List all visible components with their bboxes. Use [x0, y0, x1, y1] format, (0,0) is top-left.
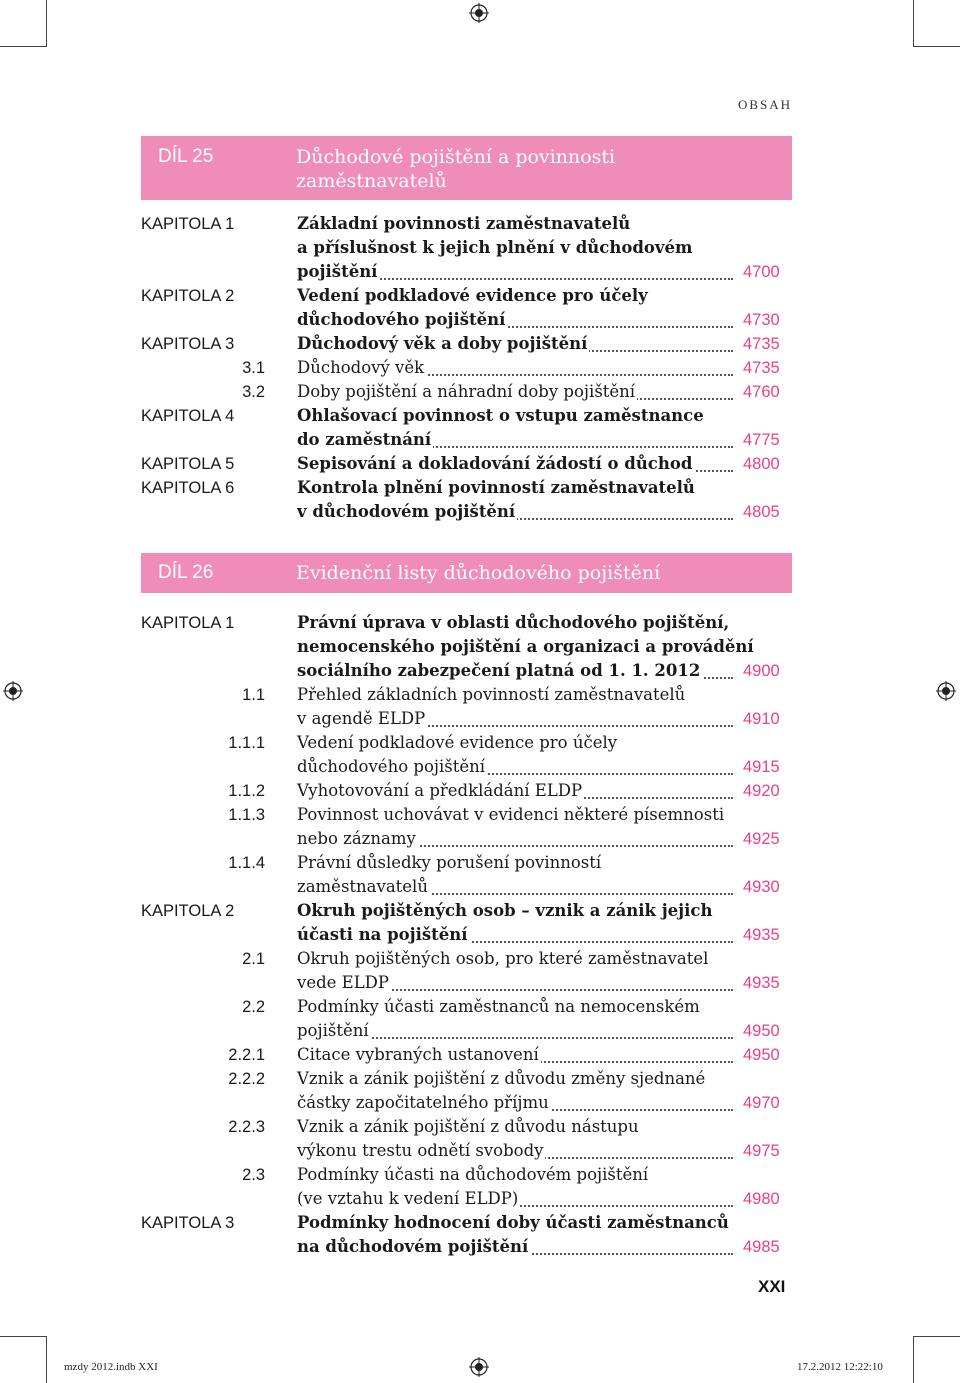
section-number: 2.2.1: [228, 1046, 265, 1064]
part-header-band: [141, 553, 792, 593]
page-number: 4730: [743, 311, 780, 329]
section-number: 2.1: [242, 950, 265, 968]
toc-entry-leader-line: [297, 827, 733, 851]
toc-entry-leader-line: [297, 1139, 733, 1163]
toc-entry-title-line: výkonu trestu odnětí svobody: [297, 1141, 544, 1160]
toc-entry-title-line: důchodového pojištění: [297, 310, 506, 329]
crop-mark: [0, 1336, 47, 1337]
toc-entry-title-line: Vyhotovování a předkládání ELDP: [297, 781, 583, 800]
crop-mark: [913, 1336, 960, 1337]
toc-entry-title-line: účasti na pojištění: [297, 925, 468, 944]
page-number: 4950: [743, 1022, 780, 1040]
toc-entry-leader-line: [297, 1043, 733, 1067]
page-number: 4930: [743, 878, 780, 896]
toc-entry-leader-line: [297, 452, 733, 476]
toc-entry-title-line: důchodového pojištění: [297, 757, 486, 776]
part-title-line: zaměstnavatelů: [296, 170, 447, 192]
toc-entry-title-line: nebo záznamy: [297, 829, 416, 848]
toc-entry-title-line: Povinnost uchovávat v evidenci některé písemnosti: [297, 805, 725, 824]
toc-entry-title-line: Základní povinnosti zaměstnavatelů: [297, 214, 631, 233]
registration-mark-icon: [3, 681, 23, 701]
chapter-label: KAPITOLA 1: [141, 215, 235, 233]
page-number: 4805: [743, 503, 780, 521]
page-number: 4970: [743, 1094, 780, 1112]
page-number: 4985: [743, 1238, 780, 1256]
toc-entry-leader-line: [297, 1235, 733, 1259]
part-number: DÍL 25: [158, 146, 214, 167]
toc-entry-title-line: nemocenského pojištění a organizaci a provádění: [297, 637, 754, 656]
section-number: 2.2: [242, 998, 265, 1016]
toc-entry-title-line: Kontrola plnění povinností zaměstnavatelů: [297, 478, 695, 497]
page-number: 4735: [743, 359, 780, 377]
toc-entry-title-line: (ve vztahu k vedení ELDP): [297, 1189, 519, 1208]
toc-entry-leader-line: [297, 779, 733, 803]
page-number: 4800: [743, 455, 780, 473]
chapter-label: KAPITOLA 2: [141, 902, 235, 920]
page-number: 4700: [743, 263, 780, 281]
crop-mark: [913, 46, 960, 47]
crop-mark: [46, 0, 47, 47]
toc-entry-title-line: zaměstnavatelů: [297, 877, 428, 896]
page-number: 4910: [743, 710, 780, 728]
crop-mark: [913, 0, 914, 47]
toc-entry-title-line: sociálního zabezpečení platná od 1. 1. 2012: [297, 661, 701, 680]
toc-entry-leader-line: [297, 332, 733, 356]
toc-entry-title-line: Právní důsledky porušení povinností: [297, 853, 602, 872]
page-number: 4900: [743, 662, 780, 680]
section-number: 2.3: [242, 1166, 265, 1184]
toc-entry-leader-line: [297, 260, 733, 284]
toc-entry-title-line: na důchodovém pojištění: [297, 1237, 529, 1256]
running-head: OBSAH: [738, 97, 793, 112]
toc-entry-title-line: Podmínky účasti zaměstnanců na nemocenském: [297, 997, 700, 1016]
toc-entry-title-line: v důchodovém pojištění: [297, 502, 516, 521]
toc-entry-leader-line: [297, 923, 733, 947]
page-number: 4925: [743, 830, 780, 848]
crop-mark: [46, 1336, 47, 1383]
toc-entry-leader-line: [297, 428, 733, 452]
page-number: 4935: [743, 926, 780, 944]
toc-entry-title-line: do zaměstnání: [297, 430, 432, 449]
page-number: 4950: [743, 1046, 780, 1064]
toc-entry-title-line: Sepisování a dokladování žádostí o důchod: [297, 454, 693, 473]
part-number: DÍL 26: [158, 562, 214, 583]
page-folio: XXI: [758, 1277, 786, 1296]
registration-mark-icon: [469, 3, 489, 23]
chapter-label: KAPITOLA 4: [141, 407, 235, 425]
section-number: 2.2.3: [228, 1118, 265, 1136]
section-number: 1.1: [242, 686, 265, 704]
toc-entry-leader-line: [297, 1019, 733, 1043]
toc-entry-title-line: Právní úprava v oblasti důchodového pojištění,: [297, 613, 730, 632]
toc-entry-leader-line: [297, 971, 733, 995]
section-number: 1.1.2: [228, 782, 265, 800]
part-title: [296, 561, 766, 585]
page-number: 4920: [743, 782, 780, 800]
toc-entry-leader-line: [297, 875, 733, 899]
toc-entry-title-line: Podmínky hodnocení doby účasti zaměstnanců: [297, 1213, 729, 1232]
part-header-band: [141, 136, 792, 200]
toc-entry-title-line: Podmínky účasti na důchodovém pojištění: [297, 1165, 649, 1184]
section-number: 1.1.4: [228, 854, 265, 872]
toc-entry-title-line: Vznik a zánik pojištění z důvodu nástupu: [297, 1117, 639, 1136]
toc-entry-title-line: vede ELDP: [297, 973, 389, 992]
page-number: 4735: [743, 335, 780, 353]
crop-mark: [0, 46, 47, 47]
toc-entry-title-line: částky započitatelného příjmu: [297, 1093, 549, 1112]
toc-entry-leader-line: [297, 1091, 733, 1115]
toc-entry-leader-line: [297, 707, 733, 731]
toc-entry-title-line: a příslušnost k jejich plnění v důchodovém: [297, 238, 693, 257]
toc-entry-leader-line: [297, 356, 733, 380]
slug-timestamp: 17.2.2012 12:22:10: [797, 1361, 883, 1373]
toc-entry-title-line: Ohlašovací povinnost o vstupu zaměstnance: [297, 406, 704, 425]
section-number: 3.1: [242, 359, 265, 377]
toc-entry-title-line: pojištění: [297, 262, 378, 281]
registration-mark-icon: [936, 681, 956, 701]
page-number: 4760: [743, 383, 780, 401]
section-number: 1.1.3: [228, 806, 265, 824]
toc-entry-title-line: Důchodový věk: [297, 358, 425, 377]
part-title-line: Evidenční listy důchodového pojištění: [296, 562, 661, 584]
section-number: 3.2: [242, 383, 265, 401]
toc-entry-leader-line: [297, 500, 733, 524]
chapter-label: KAPITOLA 2: [141, 287, 235, 305]
part-title-line: Důchodové pojištění a povinnosti: [296, 146, 616, 168]
toc-entry-leader-line: [297, 755, 733, 779]
part-title: [296, 145, 766, 193]
page-number: 4915: [743, 758, 780, 776]
toc-entry-title-line: Okruh pojištěných osob, pro které zaměstnavatel: [297, 949, 709, 968]
toc-entry-leader-line: [297, 1187, 733, 1211]
page-number: 4975: [743, 1142, 780, 1160]
toc-entry-title-line: Vznik a zánik pojištění z důvodu změny sjednané: [297, 1069, 706, 1088]
slug-file: mzdy 2012.indb XXI: [64, 1361, 158, 1373]
toc-entry-title-line: Citace vybraných ustanovení: [297, 1045, 539, 1064]
toc-entry-title-line: Důchodový věk a doby pojištění: [297, 334, 588, 353]
toc-entry-title-line: Doby pojištění a náhradní doby pojištění: [297, 382, 636, 401]
crop-mark: [913, 1336, 914, 1383]
toc-entry-leader-line: [297, 380, 733, 404]
toc-entry-title-line: Vedení podkladové evidence pro účely: [297, 733, 618, 752]
toc-entry-title-line: Okruh pojištěných osob – vznik a zánik jejich: [297, 901, 713, 920]
chapter-label: KAPITOLA 3: [141, 335, 235, 353]
section-number: 1.1.1: [228, 734, 265, 752]
toc-entry-title-line: Vedení podkladové evidence pro účely: [297, 286, 648, 305]
toc-entry-title-line: Přehled základních povinností zaměstnavatelů: [297, 685, 686, 704]
page-number: 4775: [743, 431, 780, 449]
registration-mark-icon: [469, 1357, 489, 1377]
toc-entry-leader-line: [297, 308, 733, 332]
chapter-label: KAPITOLA 1: [141, 614, 235, 632]
section-number: 2.2.2: [228, 1070, 265, 1088]
chapter-label: KAPITOLA 6: [141, 479, 235, 497]
toc-entry-leader-line: [297, 659, 733, 683]
toc-entry-title-line: v agendě ELDP: [297, 709, 426, 728]
chapter-label: KAPITOLA 3: [141, 1214, 235, 1232]
toc-entry-title-line: pojištění: [297, 1021, 369, 1040]
page-number: 4980: [743, 1190, 780, 1208]
chapter-label: KAPITOLA 5: [141, 455, 235, 473]
page-number: 4935: [743, 974, 780, 992]
